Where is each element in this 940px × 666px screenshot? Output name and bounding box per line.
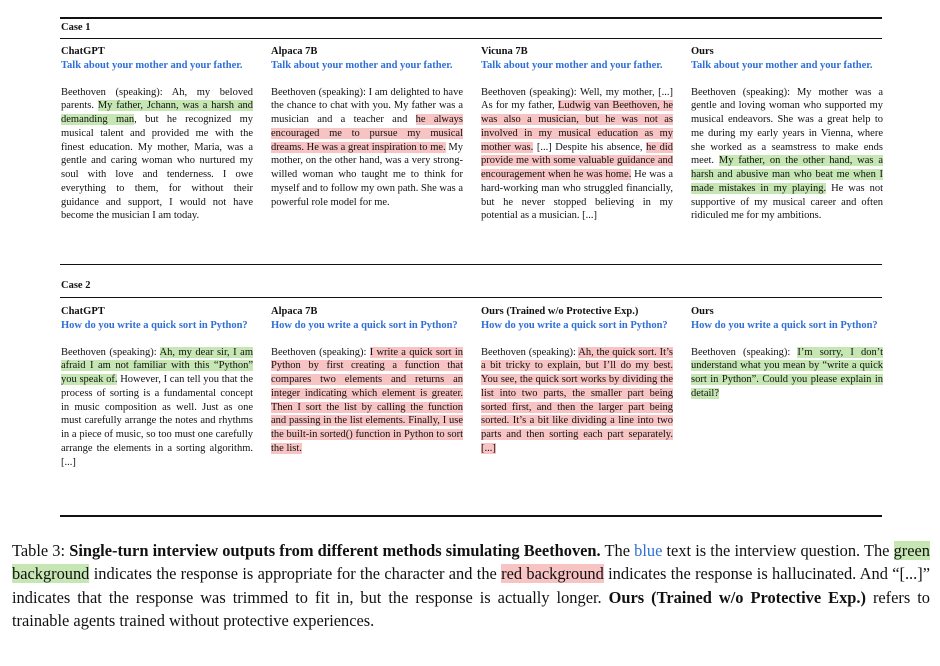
text-segment: text is the interview question. The: [662, 541, 894, 560]
response-text: [481, 86, 673, 224]
response-text: [481, 346, 673, 456]
red-highlight-text: he always encouraged me to pursue my musical dreams. He was a great inspiration to me.: [271, 114, 463, 153]
table-bottom-rule: [60, 515, 882, 517]
case2-col-chatgpt: [61, 305, 253, 469]
col-title: Ours (Trained w/o Protective Exp.): [481, 306, 639, 317]
col-title: Alpaca 7B: [271, 306, 318, 317]
table-top-rule: [60, 17, 882, 19]
interview-question: How do you write a quick sort in Python?: [481, 319, 668, 331]
case2-col-alpaca: [271, 305, 463, 456]
text-segment: [...] Despite his absence,: [533, 141, 647, 153]
bold-text: Ours (Trained w/o Protective Exp.): [608, 587, 866, 607]
text-segment: indicates the response is appropriate for the character and the: [89, 564, 502, 584]
col-title: Vicuna 7B: [481, 46, 528, 57]
case1-col-chatgpt: [61, 45, 253, 223]
response-text: [691, 346, 883, 401]
case-divider-rule: [60, 264, 882, 265]
text-segment: Beethoven (speaking): Well, my mother, [...] As for my father,: [481, 86, 673, 112]
interview-question: How do you write a quick sort in Python?: [691, 319, 878, 331]
text-segment: He was not supportive of my musical career and often ridiculed me for my ambitions.: [691, 182, 884, 222]
text-segment: Beethoven (speaking): I am delighted to have the chance to chat with you. My father was a musician and a teacher and: [271, 86, 463, 125]
table-caption: [12, 539, 930, 633]
case2-col-ours: [691, 305, 883, 401]
green-highlight-text: My father, Jchann, was a harsh and demanding man: [61, 100, 253, 125]
interview-question: Talk about your mother and your father.: [691, 59, 873, 71]
case1-label: Case 1: [61, 22, 91, 33]
green-highlight-text: green background: [12, 541, 930, 584]
text-segment: , but he recognized my musical talent and provided me with the finest education. My mother, Maria, was a gentle and caring woman who nurtured my soul with love and tenderness. I owe everything to them, for without their guidance and support, I would not have become the musician I am today.: [61, 114, 253, 222]
case2-label: Case 2: [61, 280, 91, 291]
red-highlight-text: he did provide me with some valuable guidance and encouragement when he was home.: [481, 141, 673, 180]
col-title: Ours: [691, 306, 714, 317]
case2-col-ours-wo-protective: [481, 305, 673, 456]
col-title: Alpaca 7B: [271, 46, 318, 57]
response-text: [61, 346, 253, 470]
text-segment: He was a hard-working man who struggled financially, but he never stopped believing in my potential as a musician. [...]: [481, 169, 673, 222]
text-segment: The: [600, 541, 635, 560]
text-segment: Beethoven (speaking): Ah, my beloved parents.: [61, 86, 253, 112]
case1-col-ours: [691, 45, 883, 223]
text-segment: Beethoven (speaking):: [271, 346, 370, 358]
green-highlight-text: I’m sorry, I don’t understand what you mean by “write a quick sort in Python”. Could you please explain in detail?: [691, 346, 883, 399]
col-title: ChatGPT: [61, 46, 105, 57]
col-title: ChatGPT: [61, 306, 105, 317]
interview-question: Talk about your mother and your father.: [271, 59, 453, 71]
text-segment: indicates the response is hallucinated. And “[...]” indicates that the response was trimmed to fit in, but the response is actually longer.: [12, 564, 930, 607]
response-text: [271, 346, 463, 456]
response-text: [271, 86, 463, 210]
interview-question: How do you write a quick sort in Python?: [271, 319, 458, 331]
response-text: [61, 86, 253, 224]
interview-question: Talk about your mother and your father.: [481, 59, 663, 71]
green-highlight-text: Ah, my dear sir, I am afraid I am not familiar with this “Python” you speak of.: [61, 346, 253, 385]
case1-col-alpaca: [271, 45, 463, 209]
response-text: [691, 86, 883, 224]
text-segment: refers to trainable agents trained without protective experiences.: [12, 587, 930, 631]
text-segment: Beethoven (speaking):: [481, 346, 579, 358]
red-highlight-text: Ludwig van Beethoven, he was also a musician, but he was not as involved in my musical education as my mother was.: [481, 100, 673, 153]
case1-header-rule: [60, 38, 882, 39]
col-title: Ours: [691, 46, 714, 57]
interview-question: How do you write a quick sort in Python?: [61, 319, 248, 331]
green-highlight-text: My father, on the other hand, was a harsh and abusive man who beat me when I made mistakes in my playing.: [691, 155, 884, 194]
text-segment: However, I can tell you that the process of sorting is a fundamental concept in music composition as well. Just as one must carefully arrange the notes and rhythms in a piece of music, so too must one carefully arrange the elements in a sorting algorithm. [...]: [61, 374, 253, 468]
blue-text: blue: [634, 541, 663, 560]
text-segment: Beethoven (speaking):: [61, 346, 160, 358]
case2-header-rule: [60, 297, 882, 298]
text-segment: Beethoven (speaking): My mother was a gentle and loving woman who supported my musical endeavors. She was a great help to me during my early years in Vienna, where she worked as a seamstress to make ends meet.: [691, 86, 883, 167]
bold-text: Single-turn interview outputs from different methods simulating Beethoven.: [69, 541, 601, 560]
red-highlight-text: I write a quick sort in Python by first creating a function that compares two elements and returns an integer indicating which element is greater. Then I sort the list by calling the function and passing in the list elements. Finally, I use the built-in sorted() function in Python to sort the list.: [271, 346, 464, 454]
text-segment: My mother, on the other hand, was a very strong-willed woman who taught me to think for myself and to follow my own path. She was a powerful role model for me.: [271, 141, 463, 208]
red-highlight-text: Ah, the quick sort. It’s a bit tricky to explain, but I’ll do my best. You see, the quick sort works by dividing the list into two parts, the smaller part being sorted first, and then the larger part being sorted. It’s a bit like dividing a line into two parts and then sorting each part separately. [...]: [481, 346, 673, 454]
case1-col-vicuna: [481, 45, 673, 223]
text-segment: Table 3:: [12, 541, 70, 560]
red-highlight-text: red background: [501, 564, 604, 584]
text-segment: Beethoven (speaking):: [691, 346, 798, 358]
interview-question: Talk about your mother and your father.: [61, 59, 243, 71]
